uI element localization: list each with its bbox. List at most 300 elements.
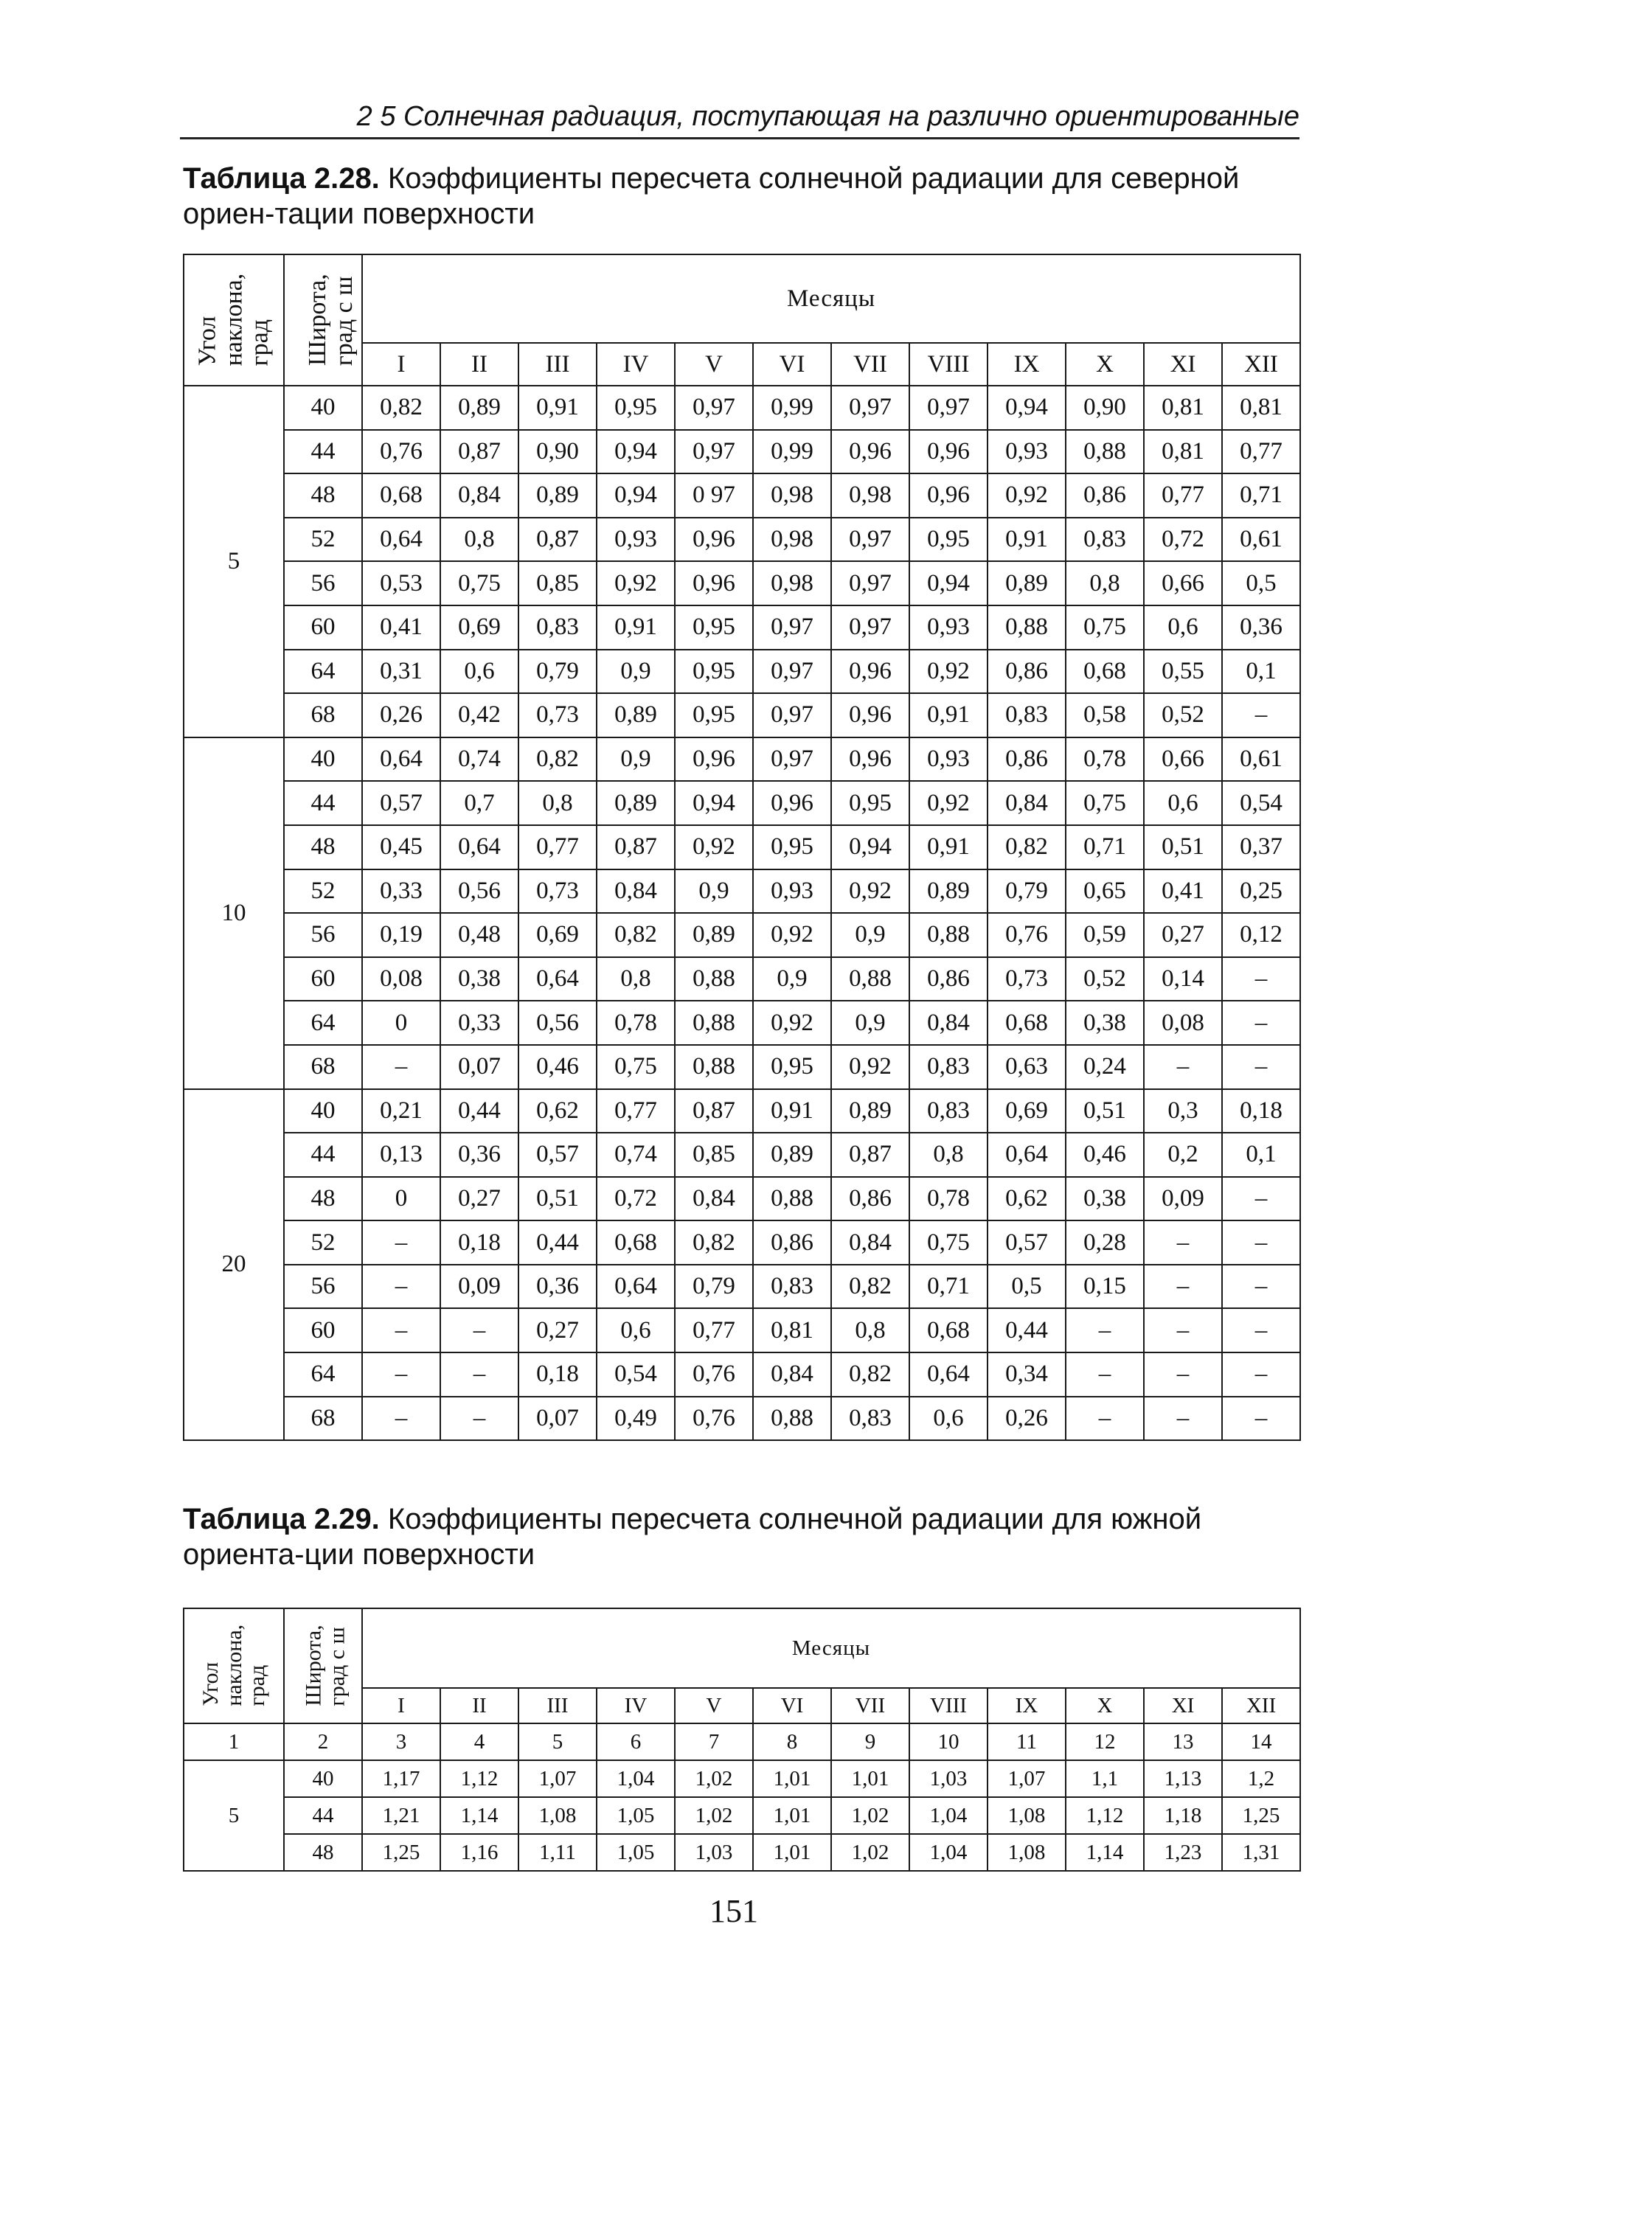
coefficient-cell: – [1144, 1397, 1222, 1441]
table-2-29-caption-text: Коэффициенты пересчета солнечной радиации для южной ориента-ции поверхности [183, 1503, 1202, 1571]
coefficient-cell: 0,6 [440, 650, 518, 694]
coefficient-cell: 0,86 [909, 957, 988, 1001]
coefficient-cell: 0,86 [753, 1220, 831, 1265]
coefficient-cell: 0,52 [1144, 693, 1222, 737]
months-header: Месяцы [362, 254, 1300, 343]
coefficient-cell: 1,1 [1066, 1760, 1144, 1797]
coefficient-cell: 0,72 [1144, 518, 1222, 562]
coefficient-cell: – [1222, 1265, 1300, 1309]
coefficient-cell: 0,9 [831, 913, 909, 957]
column-number-10: 10 [909, 1723, 988, 1760]
coefficient-cell: 0,86 [1066, 473, 1144, 518]
coefficient-cell: 0,83 [753, 1265, 831, 1309]
coefficient-cell: 0,69 [518, 913, 597, 957]
coefficient-cell: 0,07 [440, 1045, 518, 1089]
coefficient-cell: 0,57 [362, 781, 440, 825]
coefficient-cell: 0,9 [675, 869, 753, 914]
column-number-7: 7 [675, 1723, 753, 1760]
coefficient-cell: 0,77 [1222, 430, 1300, 474]
coefficient-cell: 0,81 [753, 1308, 831, 1352]
coefficient-cell: 0,88 [988, 605, 1066, 650]
coefficient-cell: 0,64 [440, 825, 518, 869]
coefficient-cell: 0,08 [1144, 1001, 1222, 1045]
coefficient-cell: 0,97 [831, 386, 909, 430]
angle-cell: 5 [184, 1760, 284, 1871]
coefficient-cell: 0,37 [1222, 825, 1300, 869]
coefficient-cell: 0,95 [753, 1045, 831, 1089]
latitude-cell: 40 [284, 1089, 362, 1133]
coefficient-cell: 1,11 [518, 1834, 597, 1871]
latitude-cell: 52 [284, 869, 362, 914]
coefficient-cell: 0,13 [362, 1133, 440, 1177]
coefficient-cell: 0,94 [831, 825, 909, 869]
coefficient-cell: – [362, 1220, 440, 1265]
angle-header-line1: Угол [198, 1661, 223, 1706]
latitude-cell: 64 [284, 650, 362, 694]
coefficient-cell: 0,89 [753, 1133, 831, 1177]
latitude-cell: 52 [284, 1220, 362, 1265]
column-number-5: 5 [518, 1723, 597, 1760]
month-label-11: XI [1144, 1688, 1222, 1723]
coefficient-cell: 0,86 [988, 737, 1066, 782]
coefficient-cell: 1,14 [1066, 1834, 1144, 1871]
coefficient-cell: 0,88 [753, 1397, 831, 1441]
table-row [184, 737, 1300, 782]
table-row [184, 518, 1300, 562]
coefficient-cell: 0,57 [988, 1220, 1066, 1265]
coefficient-cell: – [440, 1352, 518, 1397]
coefficient-cell: 0,77 [518, 825, 597, 869]
page-number: 151 [709, 1893, 758, 1929]
coefficient-cell: 0,98 [753, 473, 831, 518]
coefficient-cell: 0,83 [1066, 518, 1144, 562]
coefficient-cell: 0,68 [988, 1001, 1066, 1045]
coefficient-cell: 0,83 [909, 1045, 988, 1089]
angle-header [184, 1608, 284, 1723]
coefficient-cell: 0,93 [909, 737, 988, 782]
month-label-8: VIII [909, 343, 988, 386]
coefficient-cell: 0,96 [675, 561, 753, 605]
coefficient-cell: 0,19 [362, 913, 440, 957]
coefficient-cell: 0,87 [518, 518, 597, 562]
latitude-cell: 44 [284, 781, 362, 825]
column-number-11: 11 [988, 1723, 1066, 1760]
coefficient-cell: – [440, 1308, 518, 1352]
angle-cell: 5 [184, 386, 284, 737]
latitude-cell: 56 [284, 1265, 362, 1309]
coefficient-cell: 0,85 [675, 1133, 753, 1177]
angle-header-line3: град [244, 1664, 269, 1706]
coefficient-cell: 0,96 [909, 430, 988, 474]
coefficient-cell: 0,92 [831, 1045, 909, 1089]
table-row [184, 1352, 1300, 1397]
coefficient-cell: 0,77 [675, 1308, 753, 1352]
coefficient-cell: 0,82 [675, 1220, 753, 1265]
column-number-9: 9 [831, 1723, 909, 1760]
month-label-9: IX [988, 1688, 1066, 1723]
table-2-28-label: Таблица 2.28. [183, 162, 380, 195]
coefficient-cell: 0,86 [831, 1177, 909, 1221]
coefficient-cell: – [362, 1045, 440, 1089]
coefficient-cell: 0,27 [440, 1177, 518, 1221]
latitude-cell: 68 [284, 1045, 362, 1089]
coefficient-cell: 0,54 [597, 1352, 675, 1397]
coefficient-cell: 0,9 [597, 650, 675, 694]
coefficient-cell: 0,3 [1144, 1089, 1222, 1133]
coefficient-cell: – [362, 1265, 440, 1309]
coefficient-cell: 0,95 [831, 781, 909, 825]
coefficient-cell: – [362, 1397, 440, 1441]
table-row [184, 1760, 1300, 1797]
coefficient-cell: 0,09 [1144, 1177, 1222, 1221]
column-number-3: 3 [362, 1723, 440, 1760]
coefficient-cell: 0,98 [753, 561, 831, 605]
latitude-cell: 52 [284, 518, 362, 562]
coefficient-cell: 0,96 [831, 737, 909, 782]
coefficient-cell: 0,86 [988, 650, 1066, 694]
coefficient-cell: 0,92 [597, 561, 675, 605]
table-row [184, 1220, 1300, 1265]
table-2-29-body [184, 1760, 1300, 1871]
coefficient-cell: 1,25 [1222, 1797, 1300, 1834]
month-label-5: V [675, 1688, 753, 1723]
table-row [184, 386, 1300, 430]
coefficient-cell: – [1066, 1352, 1144, 1397]
coefficient-cell: 0,9 [831, 1001, 909, 1045]
coefficient-cell: 1,04 [597, 1760, 675, 1797]
month-label-9: IX [988, 343, 1066, 386]
coefficient-cell: 0,59 [1066, 913, 1144, 957]
coefficient-cell: 0,81 [1144, 386, 1222, 430]
coefficient-cell: 0,83 [518, 605, 597, 650]
coefficient-cell: 0,71 [909, 1265, 988, 1309]
coefficient-cell: 0,83 [831, 1397, 909, 1441]
coefficient-cell: 0,84 [988, 781, 1066, 825]
coefficient-cell: 0,91 [909, 693, 988, 737]
coefficient-cell: 0,97 [675, 430, 753, 474]
angle-header-line1: Угол [193, 316, 221, 367]
month-label-8: VIII [909, 1688, 988, 1723]
latitude-header-line1: Широта, [301, 1625, 326, 1706]
running-head: 2 5 Солнечная радиация, поступающая на различно ориентированные [180, 97, 1299, 139]
month-label-2: II [440, 1688, 518, 1723]
coefficient-cell: 0 [362, 1177, 440, 1221]
coefficient-cell: 0,27 [518, 1308, 597, 1352]
coefficient-cell: 0,5 [1222, 561, 1300, 605]
coefficient-cell: 0,34 [988, 1352, 1066, 1397]
coefficient-cell: 0,99 [753, 430, 831, 474]
coefficient-cell: 0,82 [831, 1265, 909, 1309]
coefficient-cell: 1,05 [597, 1797, 675, 1834]
coefficient-cell: – [1066, 1397, 1144, 1441]
coefficient-cell: 1,07 [988, 1760, 1066, 1797]
coefficient-cell: 0,97 [831, 518, 909, 562]
coefficient-cell: 1,02 [831, 1797, 909, 1834]
coefficient-cell: 1,21 [362, 1797, 440, 1834]
coefficient-cell: 0,46 [1066, 1133, 1144, 1177]
coefficient-cell: 0,95 [909, 518, 988, 562]
coefficient-cell: 0,18 [518, 1352, 597, 1397]
coefficient-cell: 0,64 [362, 518, 440, 562]
coefficient-cell: 0,75 [1066, 781, 1144, 825]
coefficient-cell: 0,75 [440, 561, 518, 605]
coefficient-cell: – [1222, 1397, 1300, 1441]
coefficient-cell: 1,01 [753, 1797, 831, 1834]
coefficient-cell: 0,55 [1144, 650, 1222, 694]
coefficient-cell: 0,8 [440, 518, 518, 562]
table-row [184, 1089, 1300, 1133]
coefficient-cell: 0,95 [675, 605, 753, 650]
coefficient-cell: 0,89 [597, 781, 675, 825]
coefficient-cell: 0,84 [753, 1352, 831, 1397]
table-2-28 [183, 254, 1301, 1441]
coefficient-cell: 0,1 [1222, 1133, 1300, 1177]
coefficient-cell: 0,89 [518, 473, 597, 518]
coefficient-cell: 0,84 [831, 1220, 909, 1265]
coefficient-cell: 0,64 [909, 1352, 988, 1397]
table-row [184, 1834, 1300, 1871]
coefficient-cell: 0,76 [675, 1397, 753, 1441]
coefficient-cell: 0,91 [988, 518, 1066, 562]
coefficient-cell: 0,92 [988, 473, 1066, 518]
coefficient-cell: – [1144, 1308, 1222, 1352]
coefficient-cell: 0,71 [1066, 825, 1144, 869]
coefficient-cell: 0,96 [831, 650, 909, 694]
coefficient-cell: 1,17 [362, 1760, 440, 1797]
coefficient-cell: 1,04 [909, 1834, 988, 1871]
table-2-28-caption [183, 161, 1300, 232]
coefficient-cell: 1,18 [1144, 1797, 1222, 1834]
month-label-5: V [675, 343, 753, 386]
table-row [184, 1397, 1300, 1441]
coefficient-cell: 0,94 [597, 430, 675, 474]
coefficient-cell: 0,96 [675, 737, 753, 782]
coefficient-cell: 0,28 [1066, 1220, 1144, 1265]
table-row [184, 957, 1300, 1001]
coefficient-cell: 0,46 [518, 1045, 597, 1089]
table-row [184, 605, 1300, 650]
table-row [184, 1177, 1300, 1221]
latitude-cell: 56 [284, 913, 362, 957]
coefficient-cell: 0,62 [518, 1089, 597, 1133]
month-label-12: XII [1222, 1688, 1300, 1723]
coefficient-cell: 0,99 [753, 386, 831, 430]
coefficient-cell: 0,9 [753, 957, 831, 1001]
coefficient-cell: 0,61 [1222, 737, 1300, 782]
coefficient-cell: 0,73 [518, 869, 597, 914]
coefficient-cell: 0,89 [988, 561, 1066, 605]
coefficient-cell: 0,84 [597, 869, 675, 914]
coefficient-cell: – [1222, 1177, 1300, 1221]
latitude-cell: 48 [284, 473, 362, 518]
coefficient-cell: 0,44 [440, 1089, 518, 1133]
coefficient-cell: – [1222, 1045, 1300, 1089]
coefficient-cell: 0,38 [440, 957, 518, 1001]
month-label-4: IV [597, 343, 675, 386]
coefficient-cell: 0,38 [1066, 1001, 1144, 1045]
coefficient-cell: 0,42 [440, 693, 518, 737]
coefficient-cell: 0,76 [988, 913, 1066, 957]
coefficient-cell: 0,33 [362, 869, 440, 914]
latitude-cell: 68 [284, 1397, 362, 1441]
month-label-4: IV [597, 1688, 675, 1723]
coefficient-cell: 0 [362, 1001, 440, 1045]
coefficient-cell: 0,68 [1066, 650, 1144, 694]
coefficient-cell: 0,98 [753, 518, 831, 562]
coefficient-cell: 0,98 [831, 473, 909, 518]
coefficient-cell: 0,68 [909, 1308, 988, 1352]
table-row [184, 913, 1300, 957]
coefficient-cell: 0,69 [440, 605, 518, 650]
table-row [184, 781, 1300, 825]
coefficient-cell: 0,8 [597, 957, 675, 1001]
coefficient-cell: 0,09 [440, 1265, 518, 1309]
coefficient-cell: 0,77 [597, 1089, 675, 1133]
coefficient-cell: 0,79 [518, 650, 597, 694]
coefficient-cell: 1,05 [597, 1834, 675, 1871]
latitude-cell: 64 [284, 1352, 362, 1397]
table-row [184, 693, 1300, 737]
latitude-cell: 68 [284, 693, 362, 737]
coefficient-cell: 0,88 [909, 913, 988, 957]
coefficient-cell: 0,89 [831, 1089, 909, 1133]
coefficient-cell: 1,31 [1222, 1834, 1300, 1871]
month-label-1: I [362, 1688, 440, 1723]
latitude-cell: 56 [284, 561, 362, 605]
coefficient-cell: – [1144, 1265, 1222, 1309]
angle-header-line3: град [246, 319, 274, 367]
coefficient-cell: 1,13 [1144, 1760, 1222, 1797]
coefficient-cell: 0,96 [753, 781, 831, 825]
coefficient-cell: 0,89 [440, 386, 518, 430]
coefficient-cell: 0,44 [518, 1220, 597, 1265]
coefficient-cell: 0,92 [909, 781, 988, 825]
coefficient-cell: 0,8 [518, 781, 597, 825]
latitude-cell: 60 [284, 605, 362, 650]
coefficient-cell: 0,76 [675, 1352, 753, 1397]
column-number-4: 4 [440, 1723, 518, 1760]
table-2-28-caption-text: Коэффициенты пересчета солнечной радиации для северной ориен-тации поверхности [183, 162, 1240, 230]
month-label-7: VII [831, 343, 909, 386]
coefficient-cell: 1,12 [1066, 1797, 1144, 1834]
coefficient-cell: 0,15 [1066, 1265, 1144, 1309]
coefficient-cell: 0,88 [1066, 430, 1144, 474]
coefficient-cell: 0,84 [675, 1177, 753, 1221]
coefficient-cell: 0,87 [597, 825, 675, 869]
coefficient-cell: 1,2 [1222, 1760, 1300, 1797]
coefficient-cell: 0,31 [362, 650, 440, 694]
coefficient-cell: 0,51 [1066, 1089, 1144, 1133]
coefficient-cell: 0,83 [909, 1089, 988, 1133]
coefficient-cell: 1,04 [909, 1797, 988, 1834]
coefficient-cell: 0,69 [988, 1089, 1066, 1133]
coefficient-cell: 0,87 [675, 1089, 753, 1133]
coefficient-cell: 0,84 [909, 1001, 988, 1045]
coefficient-cell: 0,61 [1222, 518, 1300, 562]
months-header: Месяцы [362, 1608, 1300, 1688]
coefficient-cell: 0,18 [1222, 1089, 1300, 1133]
coefficient-cell: 0,89 [597, 693, 675, 737]
coefficient-cell: 0,75 [909, 1220, 988, 1265]
coefficient-cell: 0,73 [518, 693, 597, 737]
coefficient-cell: 1,01 [753, 1760, 831, 1797]
coefficient-cell: 0,88 [831, 957, 909, 1001]
latitude-header-line1: Широта, [303, 273, 331, 366]
coefficient-cell: 1,08 [988, 1834, 1066, 1871]
coefficient-cell: 0,51 [518, 1177, 597, 1221]
column-number-8: 8 [753, 1723, 831, 1760]
coefficient-cell: 0,21 [362, 1089, 440, 1133]
angle-header-line2: наклона, [220, 273, 248, 367]
coefficient-cell: 0,75 [597, 1045, 675, 1089]
coefficient-cell: 0,77 [1144, 473, 1222, 518]
table-row [184, 1265, 1300, 1309]
latitude-cell: 44 [284, 1797, 362, 1834]
coefficient-cell: 0,92 [831, 869, 909, 914]
coefficient-cell: 0,82 [988, 825, 1066, 869]
coefficient-cell: 0,79 [988, 869, 1066, 914]
coefficient-cell: 0,97 [753, 737, 831, 782]
coefficient-cell: 0,74 [440, 737, 518, 782]
coefficient-cell: 0,2 [1144, 1133, 1222, 1177]
table-row [184, 430, 1300, 474]
table-row [184, 1797, 1300, 1834]
coefficient-cell: 0,8 [831, 1308, 909, 1352]
month-label-10: X [1066, 1688, 1144, 1723]
coefficient-cell: 0,95 [675, 693, 753, 737]
coefficient-cell: 0,90 [1066, 386, 1144, 430]
coefficient-cell: 0,66 [1144, 561, 1222, 605]
coefficient-cell: 0,84 [440, 473, 518, 518]
month-label-11: XI [1144, 343, 1222, 386]
latitude-cell: 60 [284, 1308, 362, 1352]
month-label-3: III [518, 1688, 597, 1723]
coefficient-cell: 0,52 [1066, 957, 1144, 1001]
month-label-1: I [362, 343, 440, 386]
column-number-13: 13 [1144, 1723, 1222, 1760]
coefficient-cell: 0,26 [362, 693, 440, 737]
coefficient-cell: 1,01 [753, 1834, 831, 1871]
coefficient-cell: 0,24 [1066, 1045, 1144, 1089]
latitude-cell: 40 [284, 1760, 362, 1797]
coefficient-cell: 1,02 [675, 1797, 753, 1834]
coefficient-cell: 1,02 [831, 1834, 909, 1871]
month-label-6: VI [753, 1688, 831, 1723]
coefficient-cell: 0,78 [1066, 737, 1144, 782]
coefficient-cell: 0,45 [362, 825, 440, 869]
coefficient-cell: 0,96 [675, 518, 753, 562]
coefficient-cell: 0,9 [597, 737, 675, 782]
coefficient-cell: 0,36 [440, 1133, 518, 1177]
table-row [184, 1001, 1300, 1045]
coefficient-cell: 0,97 [831, 561, 909, 605]
coefficient-cell: – [1222, 693, 1300, 737]
coefficient-cell: 0,88 [675, 1001, 753, 1045]
angle-header [184, 254, 284, 386]
coefficient-cell: 0,82 [831, 1352, 909, 1397]
coefficient-cell: 0,07 [518, 1397, 597, 1441]
coefficient-cell: 0,92 [753, 913, 831, 957]
coefficient-cell: 0,91 [909, 825, 988, 869]
latitude-cell: 44 [284, 1133, 362, 1177]
coefficient-cell: 1,16 [440, 1834, 518, 1871]
coefficient-cell: 0,93 [597, 518, 675, 562]
latitude-cell: 64 [284, 1001, 362, 1045]
latitude-cell: 44 [284, 430, 362, 474]
coefficient-cell: 1,12 [440, 1760, 518, 1797]
table-row [184, 650, 1300, 694]
coefficient-cell: 0,26 [988, 1397, 1066, 1441]
